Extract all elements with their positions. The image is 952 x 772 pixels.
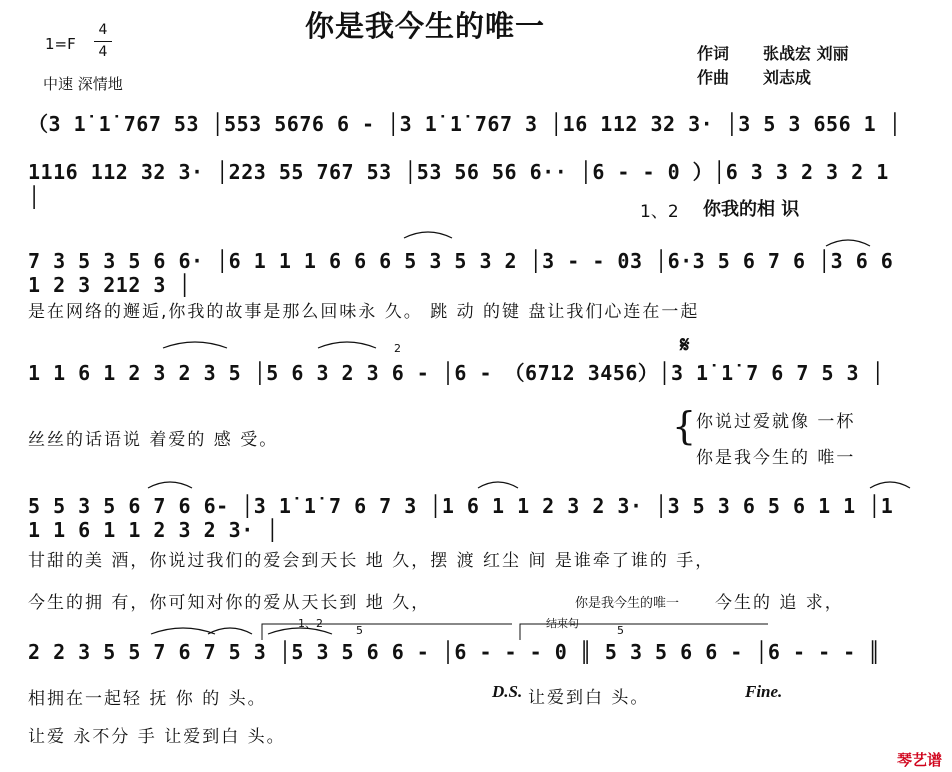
ds-marking: D.S.: [492, 682, 523, 701]
lyric-line-5a: 相拥在一起轻 抚 你 的 头。: [28, 689, 267, 709]
volta-end-label: 结束句: [546, 617, 579, 630]
lyric-line-5b: 让爱 永不分 手 让爱到白 头。: [28, 727, 286, 747]
notation-row-1: （3 1̇ 1̇ 767 53 │553 5676 6 - │3 1̇ 1̇ 767 3 │16 112 32 3· │3 5 3 656 1 │: [28, 112, 902, 136]
grace-note-2: 5: [617, 624, 624, 637]
notation-row-5: 5 5 3 5 6 7 6 6- │3 1̇ 1̇ 7 6 7 3 │1 6 1 1 2 3 2 3· │3 5 3 6 5 6 1 1 │1 1 1 6 1 1 2 3 2 3· │: [28, 494, 894, 542]
tempo-marking: 中速 深情地: [43, 75, 123, 93]
fine-marking: Fine.: [745, 682, 783, 701]
notation-row-2: 1116 112 32 3· │223 55 767 53 │53 56 56 6·· │6 - - 0 ）│6 3 3 2 3 2 1 │: [28, 160, 889, 209]
slur-9: [208, 628, 252, 634]
watermark-logo: 琴艺谱: [896, 751, 942, 769]
lyricist-label: 作词: [697, 44, 730, 63]
grace-note-top: 2: [394, 342, 401, 355]
segno-sign: 𝄋: [680, 332, 690, 358]
slur-4: [318, 342, 376, 348]
lyric-line-4a: 甘甜的美 酒，你说过我们的爱会到天长 地 久，摆 渡 红尘 间 是谁牵了谁的 手，: [28, 551, 715, 571]
slur-1: [404, 232, 452, 238]
time-sig-top: 4: [98, 22, 108, 38]
lyric-line-4b-small: 你是我今生的唯一: [575, 596, 680, 611]
ds-lyric: 让爱到白 头。: [528, 688, 650, 708]
lyric-line-1: 你我的相 识: [703, 199, 800, 220]
slur-2: [826, 240, 870, 246]
verse-number-label: 1、2: [640, 202, 679, 222]
lyric-brace: {: [672, 404, 697, 448]
slur-7: [870, 482, 910, 488]
chorus-lyric-a: 你说过爱就像 一杯: [696, 412, 856, 432]
slur-3: [163, 342, 227, 348]
volta-bracket-end: [520, 624, 768, 640]
time-sig-bottom: 4: [98, 44, 108, 60]
slur-8: [151, 628, 215, 634]
slur-5: [148, 482, 192, 488]
chorus-lyric-b: 你是我今生的 唯一: [696, 448, 856, 468]
composer-label: 作曲: [697, 68, 730, 87]
key-signature: 1=F: [45, 35, 76, 53]
slur-6: [478, 482, 518, 488]
song-title: 你是我今生的唯一: [305, 9, 546, 43]
lyric-line-4b-tail: 今生的 追 求，: [715, 593, 844, 613]
grace-note-1: 5: [356, 624, 363, 637]
composer-name: 刘志成: [763, 68, 812, 87]
notation-row-4: 1 1 6 1 2 3 2 3 5 │5 6 3 2 3 6 - │6 - （6712 3456）│3 1̇ 1̇ 7 6 7 5 3 │: [28, 361, 885, 385]
volta-1-label: 1、2: [298, 617, 323, 630]
lyricist-names: 张战宏 刘丽: [763, 44, 849, 63]
lyric-line-3: 丝丝的话语说 着爱的 感 受。: [28, 430, 279, 450]
notation-row-3: 7 3 5 3 5 6 6· │6 1 1 1 6 6 6 5 3 5 3 2 │3 - - 03 │6·3 5 6 7 6 │3 6 6 1 2 3 212 3 │: [28, 249, 894, 297]
slur-10: [268, 628, 332, 634]
lyric-line-2: 是在网络的邂逅,你我的故事是那么回味永 久。 跳 动 的键 盘让我们心连在一起: [28, 302, 700, 322]
volta-bracket-1: [262, 624, 512, 640]
notation-row-6: 2 2 3 5 5 7 6 7 5 3 │5 3 5 6 6 - │6 - - - 0 ║ 5 3 5 6 6 - │6 - - - ║: [28, 640, 881, 664]
lyric-line-4b: 今生的拥 有，你可知对你的爱从天长到 地 久，: [28, 593, 431, 613]
